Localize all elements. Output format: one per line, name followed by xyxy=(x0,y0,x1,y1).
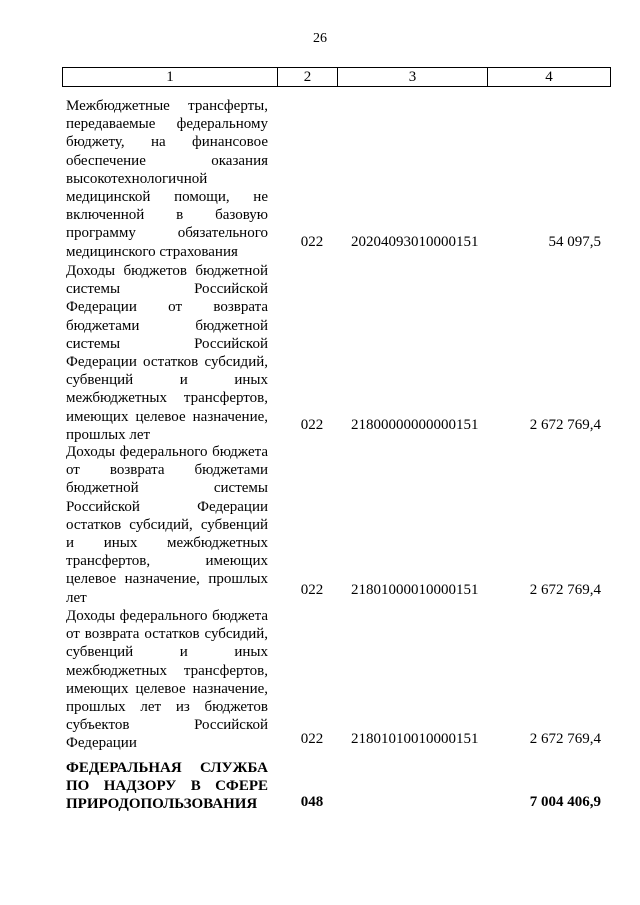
row-amount: 7 004 406,9 xyxy=(529,794,601,810)
row-admin-code: 048 xyxy=(300,794,324,810)
table-row xyxy=(66,443,611,606)
header-col-3: 3 xyxy=(338,68,488,86)
row-amount: 2 672 769,4 xyxy=(529,582,601,598)
row-kbk-code: 21800000000000151 xyxy=(351,417,479,433)
row-amount: 2 672 769,4 xyxy=(529,731,601,747)
row-kbk-code: 21801010010000151 xyxy=(351,731,479,747)
page-number: 26 xyxy=(313,31,327,46)
row-admin-code: 022 xyxy=(300,234,324,250)
row-admin-code: 022 xyxy=(300,417,324,433)
table-row xyxy=(66,97,611,260)
row-description: Доходы федерального бюджета от возврата бюджетами бюджетной системы Российской Федерации остатков субсидий, субвенций и иных межбюджетных трансфертов, имеющих целевое назначение, прошлых лет xyxy=(66,444,268,606)
row-admin-code: 022 xyxy=(300,582,324,598)
row-kbk-code: 20204093010000151 xyxy=(351,234,479,250)
header-col-1: 1 xyxy=(63,68,278,86)
row-description: Межбюджетные трансферты, передаваемые федеральному бюджету, на финансовое обеспечение оказания высокотехнологичной медицинской помощи, не включенной в базовую программу обязательного медицинского страхования xyxy=(66,98,268,260)
row-kbk-code: 21801000010000151 xyxy=(351,582,479,598)
row-admin-code: 022 xyxy=(300,731,324,747)
row-description: Доходы федерального бюджета от возврата остатков субсидий, субвенций и иных межбюджетных трансфертов, имеющих целевое назначение, прошлых лет из бюджетов субъектов Российской Федерации xyxy=(66,608,268,752)
row-amount: 54 097,5 xyxy=(548,234,601,250)
row-description: Доходы бюджетов бюджетной системы Российской Федерации от возврата бюджетами бюджетной системы Российской Федерации остатков субсидий, субвенций и иных межбюджетных трансфертов, имеющих целевое назначение, прошлых лет xyxy=(66,263,268,443)
header-col-2: 2 xyxy=(278,68,338,86)
header-col-4: 4 xyxy=(545,69,553,85)
table-row xyxy=(66,262,611,443)
table-header xyxy=(62,67,611,87)
row-amount: 2 672 769,4 xyxy=(529,417,601,433)
section-title: ФЕДЕРАЛЬНАЯ СЛУЖБА ПО НАДЗОРУ В СФЕРЕ ПРИРОДОПОЛЬЗОВАНИЯ xyxy=(66,760,268,812)
table-row xyxy=(66,607,611,752)
table-row-section xyxy=(66,759,611,819)
